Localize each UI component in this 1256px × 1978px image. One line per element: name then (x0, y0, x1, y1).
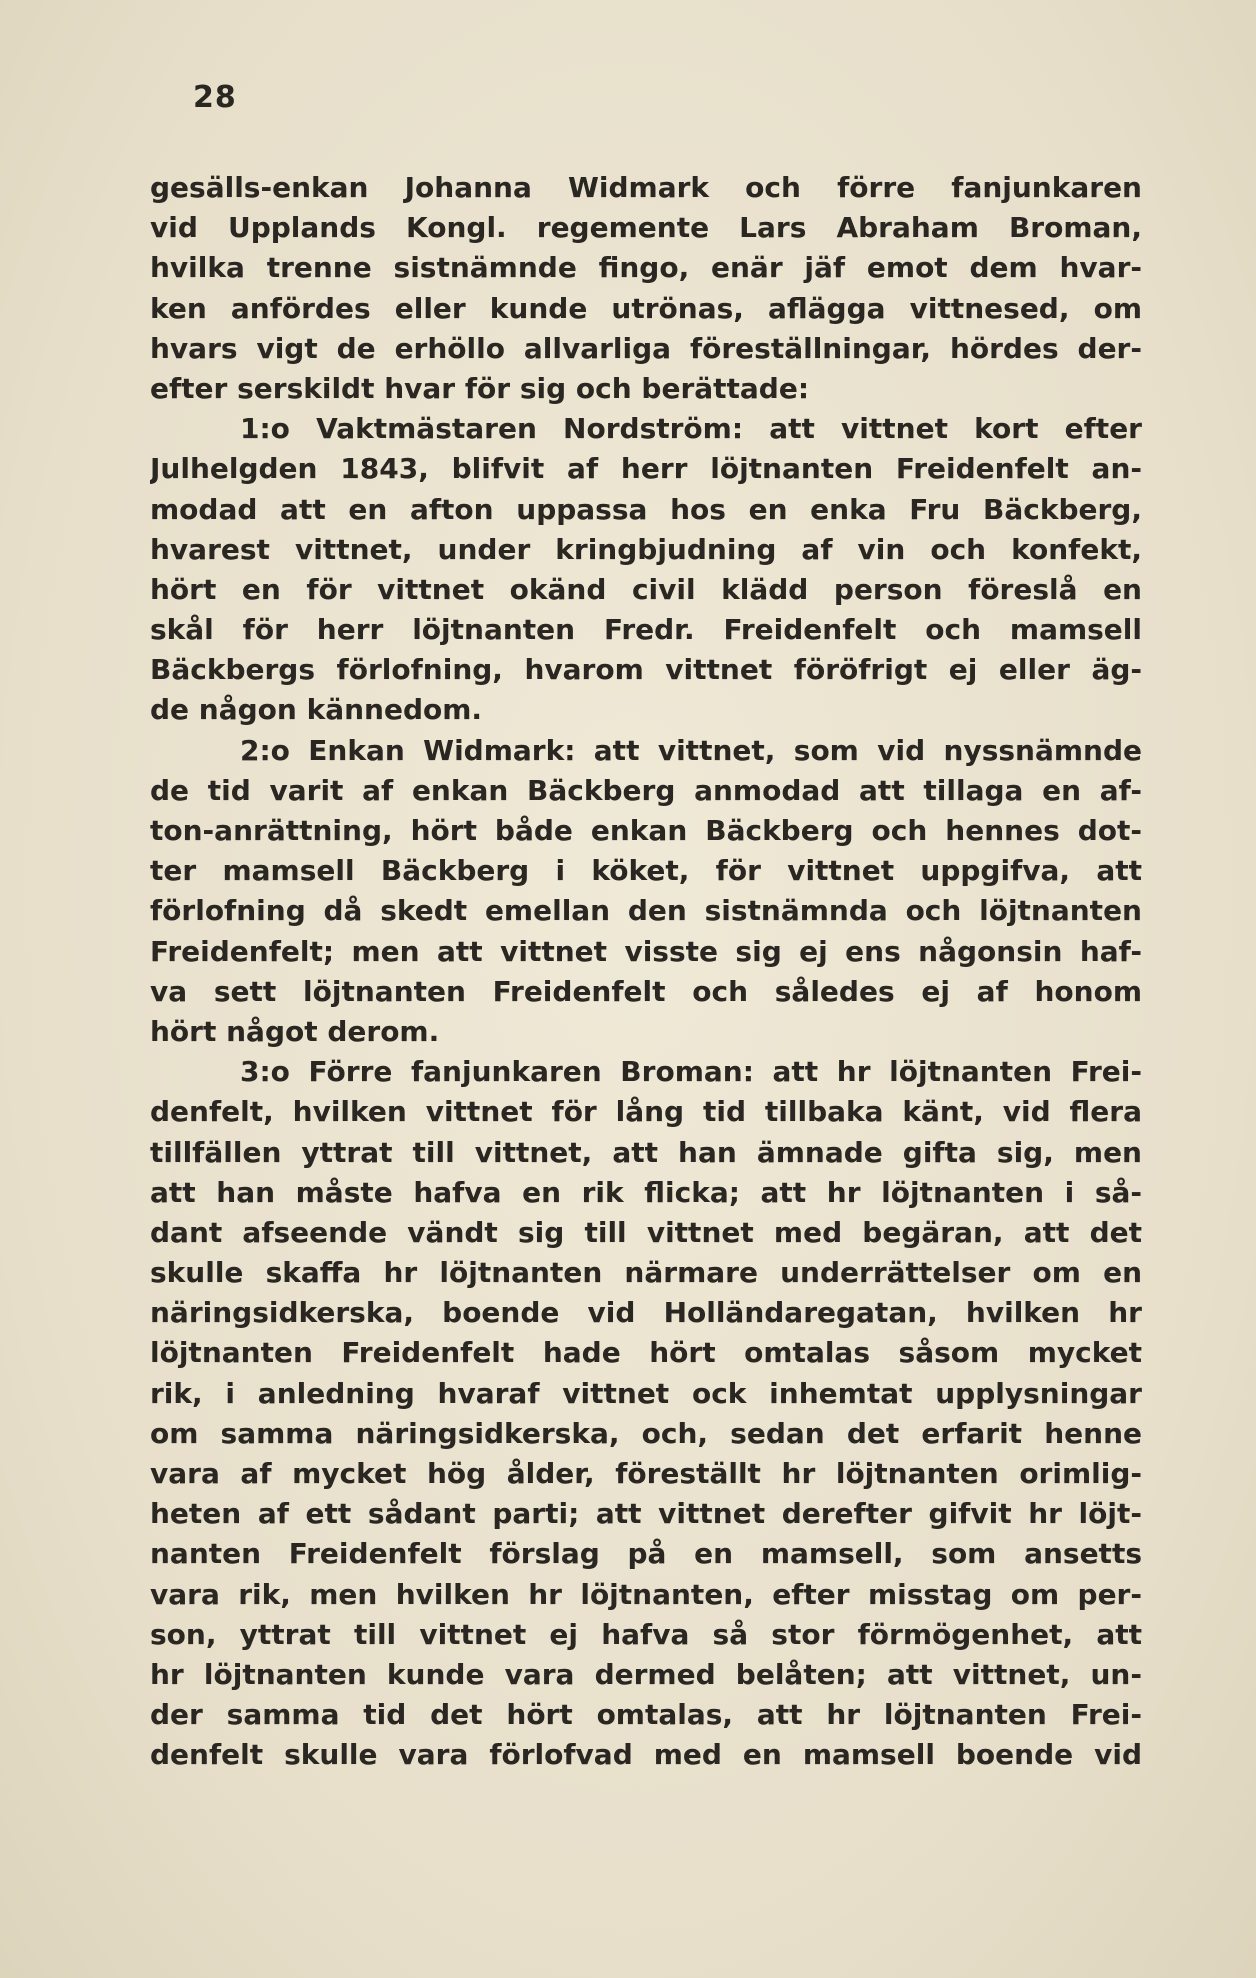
text-line: ter mamsell Bäckberg i köket, för vittnet uppgifva, att (150, 854, 1142, 888)
text-line: hvilka trenne sistnämnde fingo, enär jäf emot dem hvar- (150, 251, 1142, 285)
text-line: skål för herr löjtnanten Fredr. Freidenfelt och mamsell (150, 613, 1142, 647)
text-line: modad att en afton uppassa hos en enka Fru Bäckberg, (150, 492, 1142, 526)
text-line: gesälls-enkan Johanna Widmark och förre fanjunkaren (150, 171, 1142, 204)
text-line: 2:o Enkan Widmark: att vittnet, som vid nyssnämnde (240, 733, 1142, 767)
text-line: hvars vigt de erhöllo allvarliga föreställningar, hördes der- (150, 331, 1142, 365)
text-line: vid Upplands Kongl. regemente Lars Abraham Broman, (150, 211, 1142, 245)
text-line: vara af mycket hög ålder, föreställt hr löjtnanten orimlig- (150, 1457, 1142, 1490)
text-line: der samma tid det hört omtalas, att hr löjtnanten Frei- (150, 1698, 1142, 1732)
text-line: denfelt, hvilken vittnet för lång tid tillbaka känt, vid flera (150, 1095, 1142, 1129)
text-line: Julhelgden 1843, blifvit af herr löjtnanten Freidenfelt an- (150, 452, 1142, 486)
text-line: hört något derom. (150, 1014, 440, 1048)
text-line: hvarest vittnet, under kringbjudning af vin och konfekt, (150, 532, 1142, 566)
page-number: 28 (193, 80, 237, 115)
text-line: de tid varit af enkan Bäckberg anmodad att tillaga en af- (150, 773, 1142, 807)
text-line: skulle skaffa hr löjtnanten närmare underrättelser om en (150, 1256, 1142, 1290)
text-line: heten af ett sådant parti; att vittnet derefter gifvit hr löjt- (150, 1497, 1142, 1531)
body-text (150, 168, 1142, 1776)
text-line: ken anfördes eller kunde utrönas, aflägga vittnesed, om (150, 291, 1142, 325)
text-line: om samma näringsidkerska, och, sedan det erfarit henne (150, 1416, 1142, 1450)
text-line: löjtnanten Freidenfelt hade hört omtalas såsom mycket (150, 1336, 1142, 1370)
text-line: efter serskildt hvar för sig och berättade: (150, 371, 810, 405)
text-line: va sett löjtnanten Freidenfelt och således ej af honom (150, 974, 1142, 1008)
text-line: förlofning då skedt emellan den sistnämnda och löjtnanten (150, 894, 1142, 928)
text-line: denfelt skulle vara förlofvad med en mamsell boende vid (150, 1738, 1142, 1772)
text-line: hört en för vittnet okänd civil klädd person föreslå en (150, 572, 1142, 606)
text-line: Freidenfelt; men att vittnet visste sig ej ens någonsin haf- (150, 934, 1142, 968)
text-line: son, yttrat till vittnet ej hafva så stor förmögenhet, att (150, 1617, 1142, 1651)
text-line: hr löjtnanten kunde vara dermed belåten; att vittnet, un- (150, 1657, 1142, 1691)
text-line: vara rik, men hvilken hr löjtnanten, efter misstag om per- (150, 1577, 1142, 1611)
text-line: 1:o Vaktmästaren Nordström: att vittnet kort efter (240, 412, 1142, 446)
text-line: rik, i anledning hvaraf vittnet ock inhemtat upplysningar (150, 1376, 1142, 1410)
text-line: ton-anrättning, hört både enkan Bäckberg och hennes dot- (150, 814, 1142, 847)
text-line: de någon kännedom. (150, 693, 483, 727)
text-line: att han måste hafva en rik flicka; att hr löjtnanten i så- (150, 1175, 1142, 1209)
text-line: 3:o Förre fanjunkaren Broman: att hr löjtnanten Frei- (240, 1055, 1142, 1089)
text-line: nanten Freidenfelt förslag på en mamsell, som ansetts (150, 1537, 1142, 1571)
text-line: tillfällen yttrat till vittnet, att han ämnade gifta sig, men (150, 1135, 1142, 1169)
text-line: näringsidkerska, boende vid Holländaregatan, hvilken hr (150, 1296, 1142, 1330)
text-line: dant afseende vändt sig till vittnet med begäran, att det (150, 1215, 1142, 1249)
text-line: Bäckbergs förlofning, hvarom vittnet föröfrigt ej eller äg- (150, 653, 1142, 687)
